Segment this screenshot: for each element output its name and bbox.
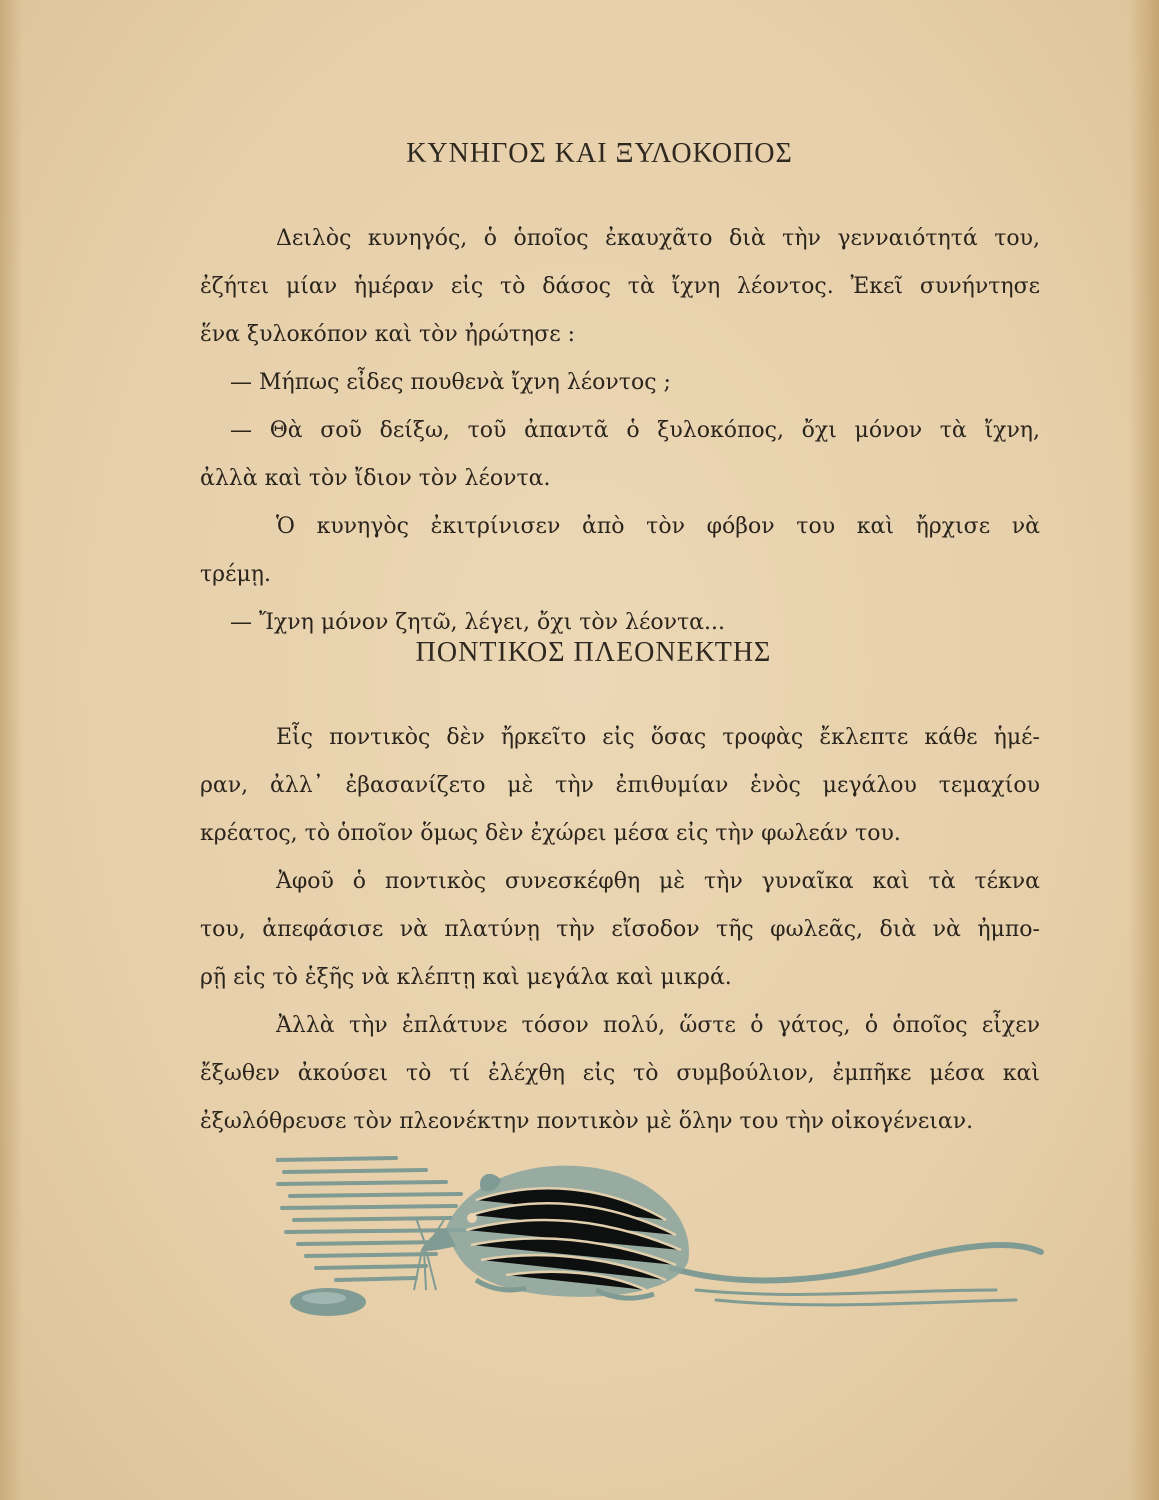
page-right-edge — [1129, 0, 1159, 1500]
text-line: τρέμῃ. — [200, 562, 271, 587]
story-title-hunter-woodcutter: ΚΥΝΗΓΟΣ ΚΑΙ ΞΥΛΟΚΟΠΟΣ — [406, 138, 793, 169]
text-line: ραν, ἀλλ᾽ ἐβασανίζετο μὲ τὴν ἐπιθυμίαν ἑνὸς μεγάλου τεμαχίου — [200, 773, 1040, 798]
text-line: Ἀλλὰ τὴν ἐπλάτυνε τόσον πολύ, ὥστε ὁ γάτος, ὁ ὁποῖος εἶχεν — [276, 1013, 1040, 1038]
text-line: του, ἀπεφάσισε νὰ πλατύνῃ τὴν εἴσοδον τῆς φωλεᾶς, διὰ νὰ ἠμπο- — [200, 917, 1040, 942]
story-title-greedy-mouse: ΠΟΝΤΙΚΟΣ ΠΛΕΟΝΕΚΤΗΣ — [415, 637, 772, 668]
text-line: ρῇ εἰς τὸ ἑξῆς νὰ κλέπτῃ καὶ μεγάλα καὶ μικρά. — [200, 965, 732, 990]
text-line: Εἷς ποντικὸς δὲν ἤρκεῖτο εἰς ὅσας τροφὰς ἔκλεπτε κάθε ἡμέ- — [276, 725, 1040, 750]
mouse-body — [414, 1166, 689, 1298]
ground-hatching — [276, 1158, 466, 1280]
text-line: Ὁ κυνηγὸς ἐκιτρίνισεν ἀπὸ τὸν φόβον του καὶ ἤρχισε νὰ — [276, 514, 1040, 539]
text-line: κρέατος, τὸ ὁποῖον ὅμως δὲν ἐχώρει μέσα εἰς τὴν φωλεάν του. — [200, 821, 901, 846]
dialogue-line: — Ἴχνη μόνον ζητῶ, λέγει, ὄχι τὸν λέοντα... — [230, 610, 725, 635]
mouse-eye — [467, 1213, 477, 1223]
story-text-hunter-woodcutter — [200, 215, 1040, 647]
dialogue-line: — Μήπως εἶδες πουθενὰ ἴχνη λέοντος ; — [230, 370, 671, 395]
text-line: Δειλὸς κυνηγός, ὁ ὁποῖος ἐκαυχᾶτο διὰ τὴν γενναιότητά του, — [276, 226, 1040, 251]
dialogue-line: — Θὰ σοῦ δείξω, τοῦ ἀπαντᾶ ὁ ξυλοκόπος, ὄχι μόνον τὰ ἴχνη, — [230, 418, 1040, 443]
mouse-illustration — [276, 1140, 1046, 1340]
text-line: ἐξωλόθρευσε τὸν πλεονέκτην ποντικὸν μὲ ὅλην του τὴν οἰκογένειαν. — [200, 1109, 974, 1134]
text-line: Ἀφοῦ ὁ ποντικὸς συνεσκέφθη μὲ τὴν γυναῖκα καὶ τὰ τέκνα — [276, 869, 1040, 894]
story-text-greedy-mouse — [200, 714, 1040, 1146]
text-line: ἕνα ξυλοκόπον καὶ τὸν ἠρώτησε : — [200, 322, 576, 347]
text-line: ἀλλὰ καὶ τὸν ἴδιον τὸν λέοντα. — [200, 466, 551, 491]
text-line: ἔξωθεν ἀκούσει τὸ τί ἐλέχθη εἰς τὸ συμβούλιον, ἐμπῆκε μέσα καὶ — [200, 1061, 1040, 1086]
text-line: ἐζήτει μίαν ἡμέραν εἰς τὸ δάσος τὰ ἴχνη λέοντος. Ἐκεῖ συνήντησε — [200, 274, 1040, 299]
page-left-edge — [0, 0, 22, 1500]
mouse-tail — [671, 1245, 1041, 1280]
